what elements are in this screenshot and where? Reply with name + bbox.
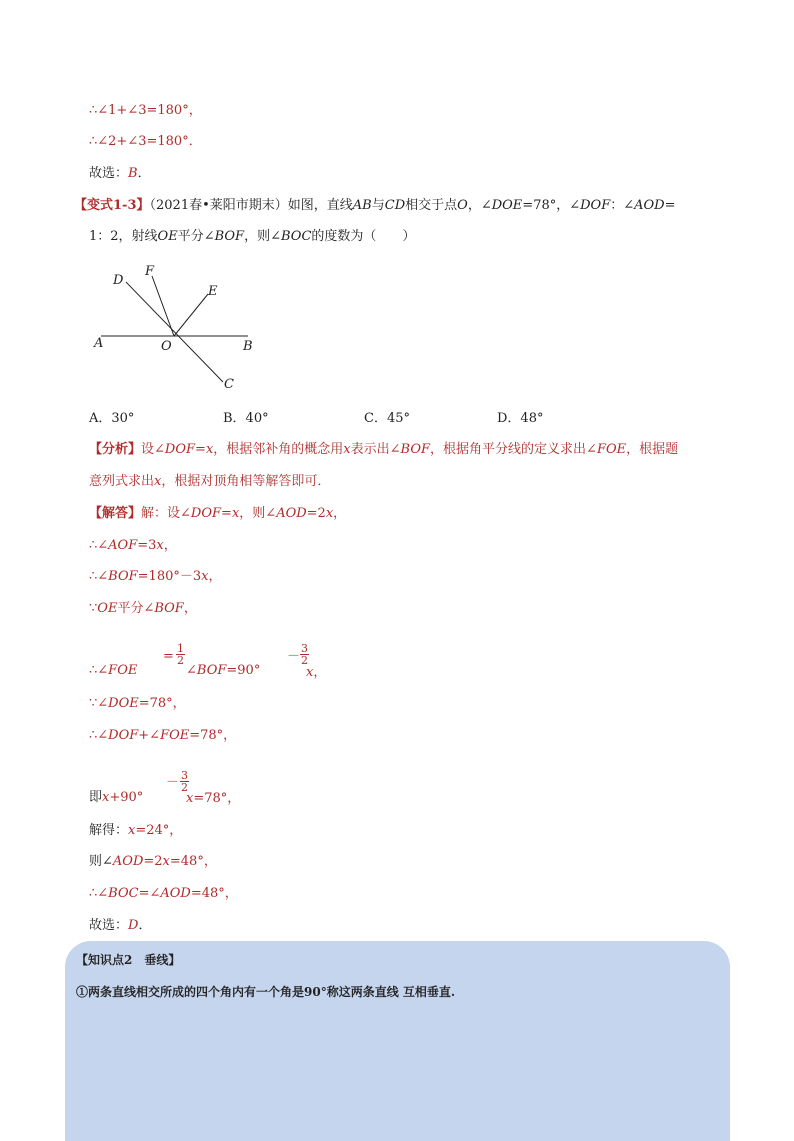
solution-text: +90°: [109, 790, 144, 805]
problem-text: 相交于点: [405, 198, 458, 213]
solution-text: ∵∠: [89, 696, 109, 711]
ray-of: [152, 276, 174, 336]
solution-text: 解得：: [89, 823, 129, 838]
label-o: O: [161, 339, 172, 354]
analysis-text: ，根据题: [626, 442, 679, 457]
solution-text: ∵: [89, 601, 98, 616]
var-foe: FOE: [160, 728, 190, 743]
prev-solution-line-1: ∴∠1+∠3=180°，: [89, 103, 202, 118]
solution-line-12: [89, 917, 151, 935]
solution-text: ，: [313, 665, 327, 680]
analysis-text: 设∠: [141, 442, 165, 457]
solution-line-5b: [186, 662, 260, 680]
var-x: x: [128, 823, 136, 838]
solution-line-5: [89, 662, 137, 680]
analysis-text: ，根据对顶角相等解答即可．: [161, 474, 331, 489]
var-boc: BOC: [281, 229, 312, 244]
var-cd: CD: [384, 198, 406, 213]
choice-prefix: 故选：: [89, 166, 129, 181]
solution-text: 则∠: [89, 854, 113, 869]
solution-text: ．: [138, 918, 152, 933]
solution-text: +∠: [138, 728, 161, 743]
var-oe: OE: [97, 601, 118, 616]
solution-text: ，: [208, 569, 222, 584]
var-x: x: [156, 538, 164, 553]
problem-text: 平分∠: [177, 229, 215, 244]
analysis-text: ，根据角平分线的定义求出∠: [430, 442, 597, 457]
var-bof: BOF: [196, 663, 227, 678]
fraction-one-half: [176, 643, 185, 666]
problem-tag: 【变式1-3】: [74, 198, 150, 213]
solution-text: =: [221, 506, 232, 521]
knowledge-box: [65, 941, 730, 1141]
solution-line-8b: [186, 790, 240, 808]
solution-line-2: [89, 537, 177, 555]
minus-sign: －: [287, 649, 301, 664]
analysis-tag: 【分析】: [89, 442, 142, 457]
problem-source: （2021春•莱阳市期末）: [149, 198, 288, 213]
fraction-denominator: 2: [177, 654, 184, 667]
problem-text: 的度数为（ ）: [311, 229, 416, 244]
var-aod: AOD: [276, 506, 307, 521]
analysis-text: 表示出∠: [350, 442, 401, 457]
solution-text: ∴∠: [89, 728, 109, 743]
solution-text: =3: [137, 538, 157, 553]
analysis-text: 意列式求出: [89, 474, 155, 489]
var-foe: FOE: [108, 663, 138, 678]
var-x: x: [154, 474, 162, 489]
var-doe: DOE: [491, 198, 523, 213]
solution-tag: 【解答】: [89, 506, 142, 521]
choice-letter: D: [128, 918, 139, 933]
solution-text: ，: [183, 601, 197, 616]
var-x: x: [343, 442, 351, 457]
problem-text: 如图，直线: [287, 198, 353, 213]
problem-text: =78°，∠: [522, 198, 581, 213]
solution-text: =24°，: [135, 823, 183, 838]
var-x: x: [162, 854, 170, 869]
var-dof: DOF: [190, 506, 222, 521]
solution-line-6: [89, 695, 186, 713]
var-x: x: [201, 569, 209, 584]
var-aof: AOF: [108, 538, 138, 553]
solution-text: =180°－3: [137, 569, 202, 584]
solution-line-3: [89, 568, 222, 586]
problem-text: 1：2，射线: [89, 229, 158, 244]
analysis-text: ，根据邻补角的概念用: [213, 442, 344, 457]
solution-line-4: [89, 600, 197, 618]
eq-sign: =: [163, 649, 174, 664]
solution-text: 即: [89, 790, 103, 805]
solution-text: 解：设∠: [141, 506, 191, 521]
problem-text: ，则∠: [244, 229, 281, 244]
solution-text: =2: [306, 506, 326, 521]
var-x: x: [186, 791, 194, 806]
solution-text: ∠: [186, 663, 197, 678]
option-c: C．45°: [364, 411, 410, 426]
var-o: O: [457, 198, 468, 213]
solution-line-10: [89, 853, 217, 871]
ray-oe: [174, 294, 208, 336]
solution-text: =78°，: [193, 791, 241, 806]
problem-line-2: [89, 228, 415, 246]
var-bof: BOF: [400, 442, 431, 457]
var-doe: DOE: [108, 696, 139, 711]
var-bof: BOF: [214, 229, 245, 244]
solution-line-8: [89, 789, 143, 807]
solution-text: =78°，: [138, 696, 186, 711]
var-dof: DOF: [164, 442, 196, 457]
fraction-three-halves: [300, 643, 309, 666]
solution-text: 故选：: [89, 918, 129, 933]
fraction-numerator: 3: [301, 642, 308, 655]
option-d: D．48°: [497, 411, 544, 426]
fraction-denominator: 2: [301, 654, 308, 667]
solution-text: =48°，: [169, 854, 217, 869]
problem-text: 与: [371, 198, 385, 213]
solution-text: ，: [163, 538, 177, 553]
label-b: B: [243, 339, 253, 354]
problem-text: ，∠: [467, 198, 492, 213]
fraction-numerator: 1: [177, 642, 184, 655]
label-f: F: [145, 264, 155, 279]
var-ab: AB: [352, 198, 372, 213]
option-b: B．40°: [223, 411, 269, 426]
fraction-denominator: 2: [181, 781, 188, 794]
solution-text: =∠: [138, 886, 161, 901]
solution-line-9: [89, 822, 182, 840]
var-x: x: [325, 506, 334, 521]
choice-suffix: ．: [137, 166, 151, 181]
problem-text: =: [664, 198, 676, 213]
var-dof: DOF: [108, 728, 139, 743]
solution-text: ，: [333, 506, 347, 521]
option-a: A．30°: [89, 411, 135, 426]
var-foe: FOE: [596, 442, 627, 457]
var-x: x: [102, 790, 110, 805]
var-bof: BOF: [108, 569, 138, 584]
choice-letter: B: [128, 166, 138, 181]
var-x: x: [205, 442, 214, 457]
var-oe: OE: [157, 229, 178, 244]
var-x: x: [231, 506, 240, 521]
problem-line-1: [74, 197, 676, 215]
analysis-line-2: [89, 473, 330, 491]
label-a: A: [94, 336, 104, 351]
label-e: E: [208, 284, 218, 299]
label-d: D: [113, 273, 124, 288]
var-aod: AOD: [112, 854, 144, 869]
solution-line-11: [89, 885, 238, 903]
knowledge-title: 【知识点2 垂线】: [76, 953, 181, 967]
knowledge-item-1: ①两条直线相交所成的四个角内有一个角是90°称这两条直线 互相垂直.: [76, 985, 456, 999]
solution-text: ∴∠: [89, 538, 109, 553]
prev-solution-choice: [89, 165, 151, 183]
geometry-figure: [88, 262, 268, 392]
var-x: x: [306, 665, 314, 680]
solution-text: 平分∠: [117, 601, 155, 616]
var-boc: BOC: [108, 886, 139, 901]
solution-text: =48°，: [190, 886, 238, 901]
var-bof: BOF: [154, 601, 184, 616]
var-aod: AOD: [160, 886, 191, 901]
analysis-line-1: [89, 441, 678, 459]
solution-text: ∴∠: [89, 886, 109, 901]
solution-line-1: [89, 505, 346, 523]
solution-text: =78°，: [189, 728, 237, 743]
solution-line-5c: [306, 664, 326, 682]
fraction-numerator: 3: [181, 769, 188, 782]
problem-text: ：∠: [610, 198, 635, 213]
var-dof: DOF: [580, 198, 611, 213]
solution-text: ∴∠: [89, 663, 109, 678]
prev-solution-line-2: ∴∠2+∠3=180°．: [89, 134, 202, 149]
solution-line-7: [89, 727, 236, 745]
solution-text: ∴∠: [89, 569, 109, 584]
label-c: C: [224, 377, 234, 392]
solution-text: ，则∠: [239, 506, 277, 521]
solution-text: =2: [143, 854, 163, 869]
solution-text: =90°: [226, 663, 261, 678]
var-aod: AOD: [634, 198, 665, 213]
minus-sign-2: －: [166, 775, 180, 790]
analysis-text: =: [195, 442, 206, 457]
